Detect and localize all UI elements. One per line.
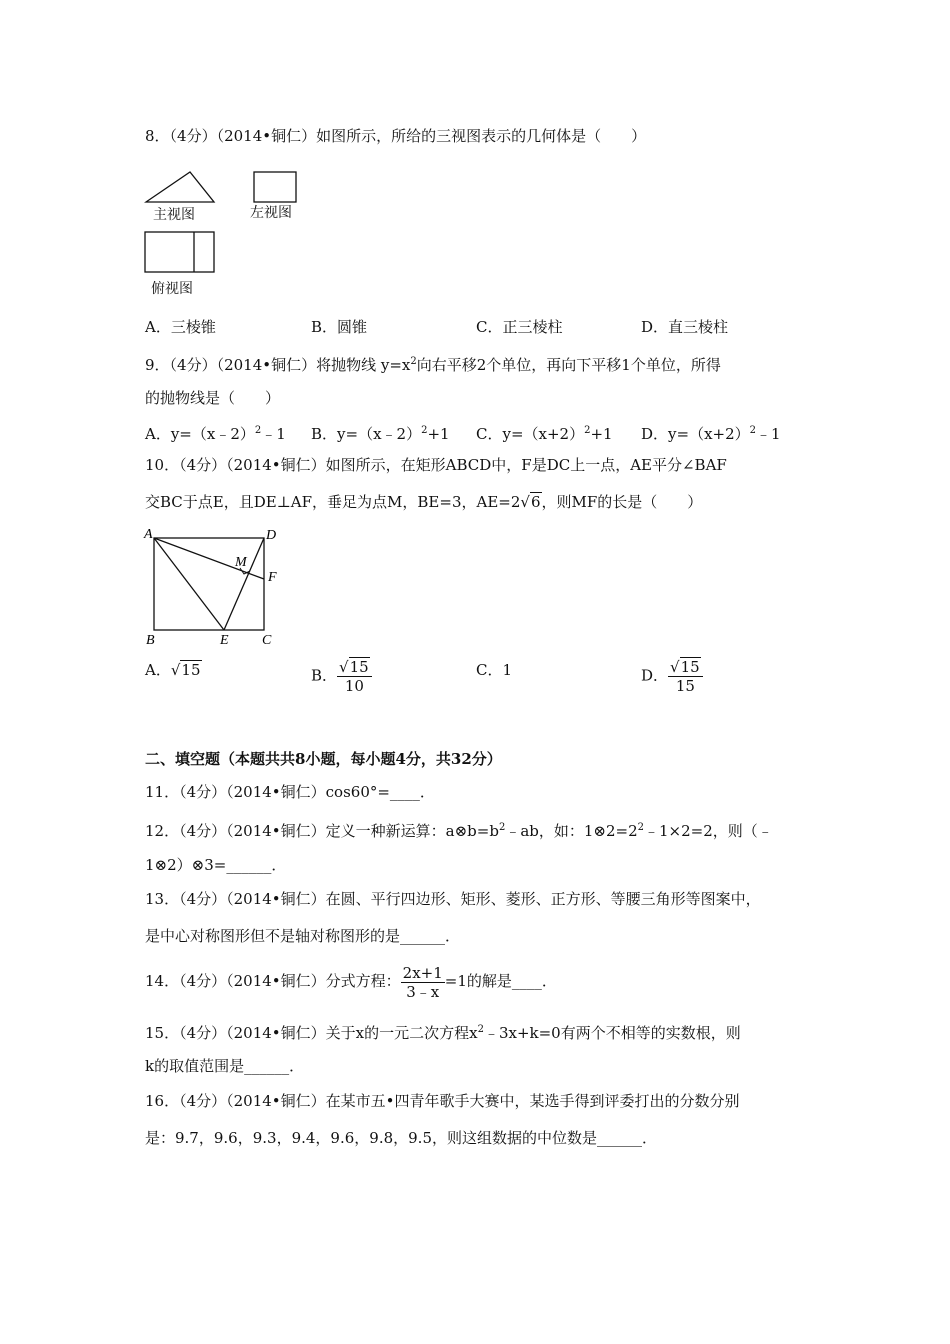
q9-stem-line2: 的抛物线是（ ）: [145, 389, 281, 407]
q8-option-d: D．直三棱柱: [641, 318, 729, 336]
q10-stem-line2: 交BC于点E，且DE⊥AF，垂足为点M，BE=3，AE=2√6，则MF的长是（ ）: [145, 493, 703, 511]
q8-option-a: A．三棱锥: [145, 318, 216, 336]
q9-option-d: D．$y=(x+2)^2﹣1$: [641, 425, 781, 443]
q8-option-b: B．圆锥: [311, 318, 368, 336]
q13-stem-line1: 13．（4分）（2014•铜仁）在圆、平行四边形、矩形、菱形、正方形、等腰三角形等图案中，: [145, 890, 761, 908]
top-view-label: 俯视图: [151, 281, 193, 297]
q8-stem: 8．（4分）（2014•铜仁）如图所示，所给的三视图表示的几何体是（ ）: [145, 127, 647, 145]
q9-option-b: B．y=（x﹣2）$^2$+1: [311, 425, 450, 443]
label-d: D: [266, 528, 277, 543]
q12-stem-line2: 1⊗2）⊗3=______．: [145, 856, 287, 874]
q10-option-d: D． $\frac{√15}{15}$: [641, 658, 703, 695]
q16-stem-line2: 是：9.7，9.6，9.3，9.4，9.6，9.8，9.5，则这组数据的中位数是______．: [145, 1129, 657, 1147]
rectangle-abcd: [154, 538, 264, 630]
q10-rectangle-figure: [140, 522, 290, 648]
q10-stem-line1: 10．（4分）（2014•铜仁）如图所示，在矩形ABCD中，F是DC上一点，AE平分∠BAF: [145, 456, 727, 474]
q9-option-c: C．$y=(x+2)^2+1$: [476, 425, 613, 443]
front-view-triangle: [146, 172, 214, 202]
segment-af: [154, 538, 264, 579]
label-f: F: [268, 570, 277, 585]
q14-fraction: $\frac{2x+1}{3﹣x}$: [402, 963, 443, 1001]
q14-stem: 14．（4分）（2014•铜仁）分式方程： $\frac{2x+1}{3﹣x}$ =1的解是____．: [145, 963, 557, 1001]
q10-option-b: B． $\frac{√15}{10}$: [311, 658, 372, 695]
segment-ae: [154, 538, 224, 630]
q13-stem-line2: 是中心对称图形但不是轴对称图形的是______．: [145, 927, 461, 945]
q10-option-a: A．√15: [145, 661, 201, 679]
side-view-rectangle: [254, 172, 296, 202]
q12-stem-line1: 12．（4分）（2014•铜仁）定义一种新运算：$a\otimes b=b^2﹣ab$，如：$1\otimes 2=2^2﹣1\times 2=2$，则（﹣: [145, 822, 773, 840]
label-m: M: [235, 555, 247, 570]
label-e: E: [220, 633, 229, 648]
label-a: A: [144, 527, 153, 542]
label-c: C: [262, 633, 272, 648]
front-view-label: 主视图: [153, 207, 195, 223]
top-view-rectangle: [145, 232, 214, 272]
q8-option-c: C．正三棱柱: [476, 318, 563, 336]
q10-option-c: C．1: [476, 661, 513, 679]
q9-stem-line1: 9．（4分）（2014•铜仁）将抛物线 $y=x^2$向右平移2个单位，再向下平移1个单位，所得: [145, 356, 721, 374]
label-b: B: [146, 633, 155, 648]
segment-de: [224, 538, 264, 630]
q15-stem-line1: 15．（4分）（2014•铜仁）关于x的一元二次方程$x^2﹣3x+k=0$有两个不相等的实数根，则: [145, 1024, 741, 1042]
section-heading-fill-blank: 二、填空题（本题共共8小题，每小题4分，共32分）: [145, 750, 502, 768]
q15-stem-line2: k的取值范围是______．: [145, 1057, 305, 1075]
q16-stem-line1: 16．（4分）（2014•铜仁）在某市五•四青年歌手大赛中，某选手得到评委打出的分数分别: [145, 1092, 740, 1110]
q11-stem: 11．（4分）（2014•铜仁）cos60°=____．: [145, 783, 435, 801]
side-view-label: 左视图: [250, 205, 292, 221]
q9-option-a: A．y=（x﹣2）$^2$﹣1: [145, 425, 286, 443]
